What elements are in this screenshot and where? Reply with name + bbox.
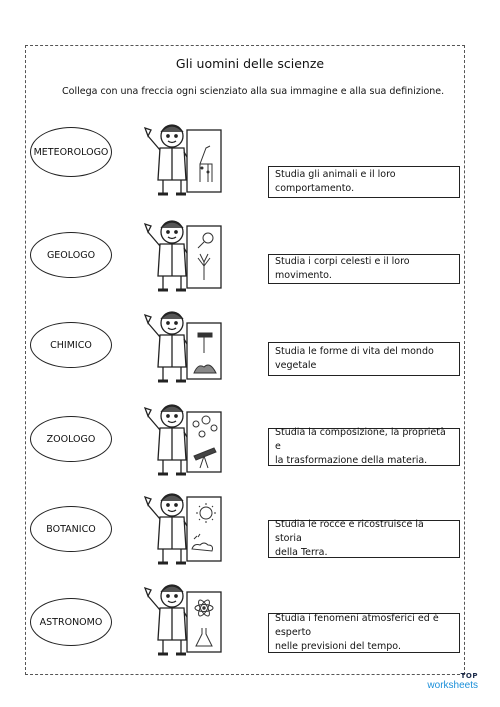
definition-box-4[interactable]: Studia la composizione, la proprietà e la trasformazione della materia.	[268, 428, 460, 466]
oval-label: ASTRONOMO	[39, 616, 103, 628]
oval-label: CHIMICO	[50, 339, 92, 351]
scientist-oval-astronomo[interactable]	[30, 598, 112, 646]
scientist-drawing	[132, 398, 242, 480]
scientist-drawing	[132, 118, 242, 200]
oval-label: ZOOLOGO	[46, 433, 96, 445]
scientist-drawing	[132, 305, 242, 387]
scientist-drawing	[132, 578, 242, 660]
definition-box-6[interactable]: Studia i fenomeni atmosferici ed è esperto nelle previsioni del tempo.	[268, 613, 460, 653]
scientist-oval-geologo[interactable]	[30, 232, 112, 278]
site-logo: TOP worksheets	[427, 672, 478, 691]
scientist-drawing	[132, 487, 242, 569]
scientist-oval-zoologo[interactable]	[30, 416, 112, 462]
oval-label: METEOROLOGO	[33, 146, 109, 158]
scientist-oval-chimico[interactable]	[30, 322, 112, 368]
definition-box-5[interactable]: Studia le rocce e ricostruisce la storia della Terra.	[268, 520, 460, 558]
oval-label: GEOLOGO	[46, 249, 96, 261]
scientist-oval-botanico[interactable]	[30, 506, 112, 552]
scientist-oval-meteorologo[interactable]	[30, 127, 112, 177]
definition-box-3[interactable]: Studia le forme di vita del mondo vegetale	[268, 342, 460, 376]
oval-label: BOTANICO	[46, 523, 96, 535]
instruction-text: Collega con una freccia ogni scienziato alla sua immagine e alla sua definizione.	[62, 86, 445, 97]
worksheet-title: Gli uomini delle scienze	[175, 56, 325, 71]
definition-box-2[interactable]: Studia i corpi celesti e il loro movimento.	[268, 254, 460, 284]
definition-box-1[interactable]: Studia gli animali e il loro comportamento.	[268, 166, 460, 198]
scientist-drawing	[132, 214, 242, 296]
